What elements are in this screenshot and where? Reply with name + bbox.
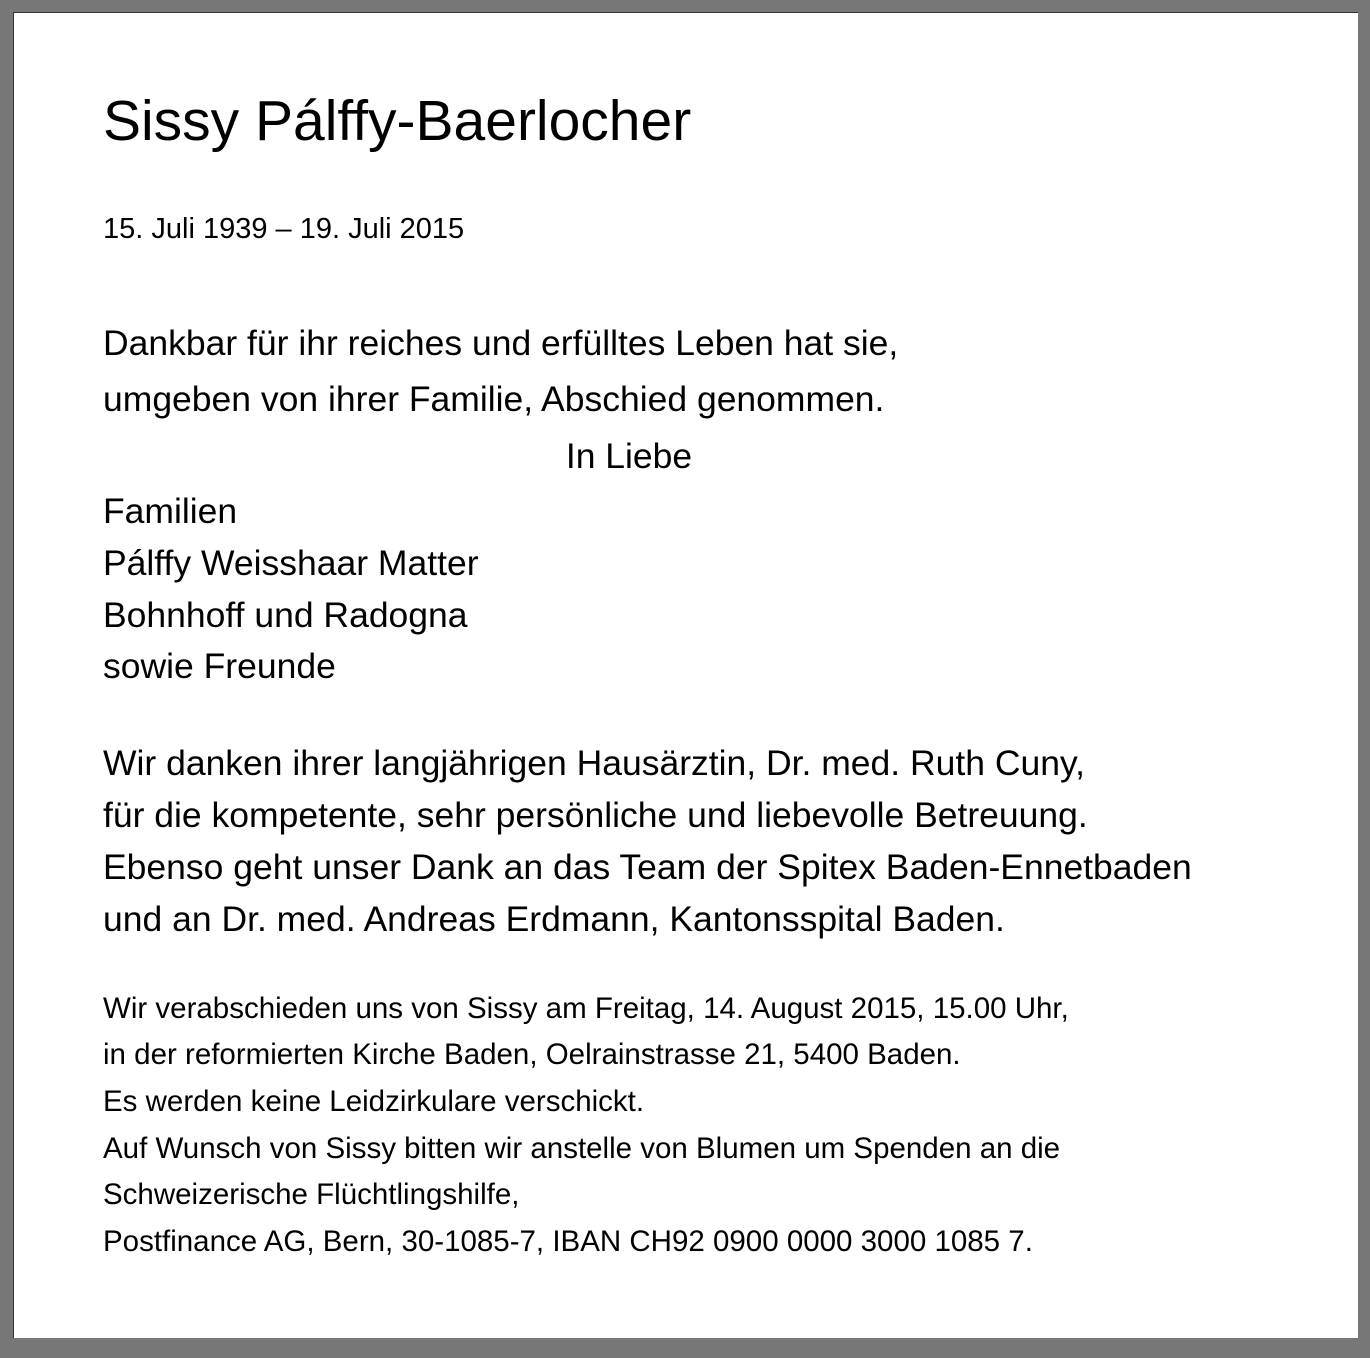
thanks-line: für die kompetente, sehr persönliche und liebevolle Betreuung. bbox=[103, 795, 1088, 835]
thanks-line: Ebenso geht unser Dank an das Team der Spitex Baden-Ennetbaden bbox=[103, 847, 1192, 887]
obituary-page bbox=[13, 12, 1358, 1338]
details-line: in der reformierten Kirche Baden, Oelrainstrasse 21, 5400 Baden. bbox=[103, 1038, 961, 1071]
intro-line: umgeben von ihrer Familie, Abschied genommen. bbox=[103, 379, 885, 419]
mourner-line: Bohnhoff und Radogna bbox=[103, 595, 468, 635]
details-line: Schweizerische Flüchtlingshilfe, bbox=[103, 1178, 520, 1211]
details-line: Postfinance AG, Bern, 30-1085-7, IBAN CH92 0900 0000 3000 1085 7. bbox=[103, 1225, 1033, 1258]
details-line: Wir verabschieden uns von Sissy am Freitag, 14. August 2015, 15.00 Uhr, bbox=[103, 992, 1069, 1025]
title: Sissy Pálffy-Baerlocher bbox=[103, 89, 692, 153]
mourner-line: sowie Freunde bbox=[103, 646, 336, 686]
details-line: Es werden keine Leidzirkulare verschickt. bbox=[103, 1085, 645, 1118]
closing: In Liebe bbox=[565, 436, 693, 476]
thanks-line: Wir danken ihrer langjährigen Hausärztin, Dr. med. Ruth Cuny, bbox=[103, 743, 1085, 783]
life-dates: 15. Juli 1939 – 19. Juli 2015 bbox=[103, 213, 465, 245]
mourner-line: Familien bbox=[103, 491, 238, 531]
details-line: Auf Wunsch von Sissy bitten wir anstelle von Blumen um Spenden an die bbox=[103, 1132, 1061, 1165]
thanks-line: und an Dr. med. Andreas Erdmann, Kantonsspital Baden. bbox=[103, 899, 1005, 939]
intro-line: Dankbar für ihr reiches und erfülltes Leben hat sie, bbox=[103, 323, 899, 363]
mourner-line: Pálffy Weisshaar Matter bbox=[103, 543, 479, 583]
